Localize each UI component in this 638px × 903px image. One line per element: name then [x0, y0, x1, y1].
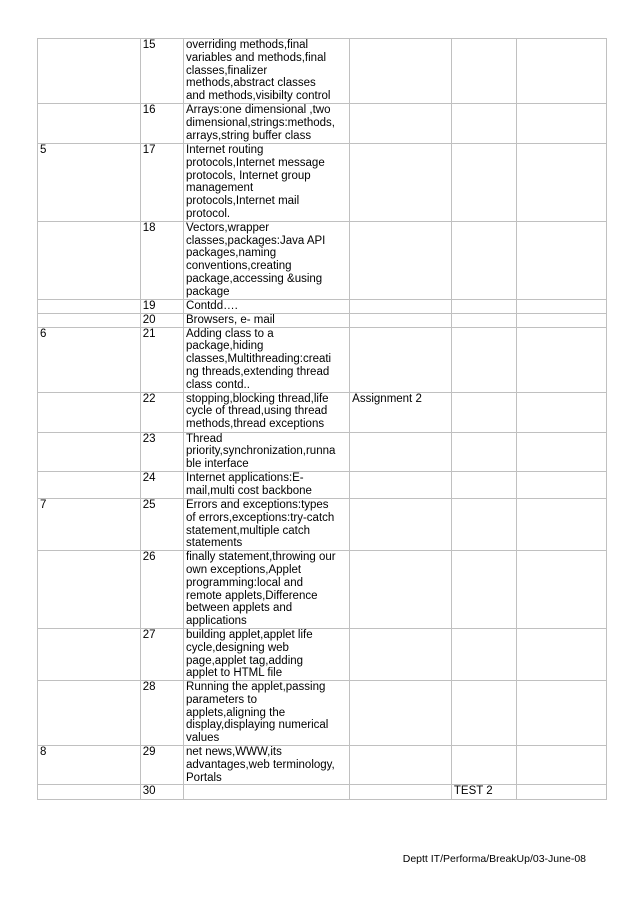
table-row: [38, 785, 607, 800]
remarks-cell: [517, 746, 607, 785]
assignment-cell: [350, 628, 452, 680]
table-row: [38, 327, 607, 392]
test-cell: [451, 746, 516, 785]
remarks-cell: [517, 785, 607, 800]
topic-cell: Internet applications:E- mail,multi cost backbone: [184, 471, 350, 498]
table-row: [38, 498, 607, 550]
table-row: [38, 313, 607, 327]
topic-cell: Thread priority,synchronization,runna ble interface: [184, 432, 350, 471]
remarks-cell: [517, 432, 607, 471]
test-cell: [451, 471, 516, 498]
week-cell: [38, 299, 141, 313]
week-cell: [38, 785, 141, 800]
week-cell: [38, 432, 141, 471]
remarks-cell: [517, 39, 607, 104]
assignment-cell: [350, 471, 452, 498]
assignment-cell: [350, 746, 452, 785]
table-row: [38, 299, 607, 313]
test-cell: [451, 104, 516, 144]
assignment-cell: [350, 551, 452, 629]
lesson-plan-body: [38, 39, 607, 800]
assignment-cell: [350, 299, 452, 313]
week-cell: 7: [38, 498, 141, 550]
table-row: [38, 432, 607, 471]
topic-cell: Errors and exceptions:types of errors,exceptions:try-catch statement,multiple catch statements: [184, 498, 350, 550]
topic-cell: Contdd….: [184, 299, 350, 313]
test-cell: [451, 498, 516, 550]
test-cell: [451, 221, 516, 299]
topic-cell: building applet,applet life cycle,designing web page,applet tag,adding applet to HTML file: [184, 628, 350, 680]
lecture-number-cell: 26: [140, 551, 183, 629]
week-cell: [38, 628, 141, 680]
lecture-number-cell: 17: [140, 144, 183, 222]
assignment-cell: [350, 144, 452, 222]
assignment-cell: [350, 498, 452, 550]
table-row: [38, 746, 607, 785]
lecture-number-cell: 15: [140, 39, 183, 104]
lecture-number-cell: 19: [140, 299, 183, 313]
week-cell: [38, 104, 141, 144]
test-cell: [451, 628, 516, 680]
lecture-number-cell: 21: [140, 327, 183, 392]
lecture-number-cell: 16: [140, 104, 183, 144]
topic-cell: Browsers, e- mail: [184, 313, 350, 327]
test-cell: [451, 392, 516, 432]
test-cell: [451, 681, 516, 746]
lecture-number-cell: 20: [140, 313, 183, 327]
week-cell: 5: [38, 144, 141, 222]
week-cell: [38, 471, 141, 498]
table-row: [38, 221, 607, 299]
lecture-number-cell: 22: [140, 392, 183, 432]
test-cell: [451, 327, 516, 392]
lecture-number-cell: 29: [140, 746, 183, 785]
topic-cell: Arrays:one dimensional ,two dimensional,strings:methods, arrays,string buffer class: [184, 104, 350, 144]
week-cell: [38, 681, 141, 746]
lecture-number-cell: 23: [140, 432, 183, 471]
assignment-cell: [350, 681, 452, 746]
topic-cell: overriding methods,final variables and methods,final classes,finalizer methods,abstract classes and methods,visibilty control: [184, 39, 350, 104]
topic-cell: finally statement,throwing our own exceptions,Applet programming:local and remote applets,Difference between applets and applications: [184, 551, 350, 629]
remarks-cell: [517, 471, 607, 498]
assignment-cell: [350, 39, 452, 104]
remarks-cell: [517, 299, 607, 313]
week-cell: [38, 551, 141, 629]
test-cell: TEST 2: [451, 785, 516, 800]
remarks-cell: [517, 144, 607, 222]
remarks-cell: [517, 327, 607, 392]
assignment-cell: [350, 432, 452, 471]
assignment-cell: Assignment 2: [350, 392, 452, 432]
lecture-number-cell: 18: [140, 221, 183, 299]
footer-reference: Deptt IT/Performa/BreakUp/03-June-08: [402, 853, 586, 865]
topic-cell: Running the applet,passing parameters to applets,aligning the display,displaying numerical values: [184, 681, 350, 746]
topic-cell: Vectors,wrapper classes,packages:Java API packages,naming conventions,creating package,accessing &using package: [184, 221, 350, 299]
table-row: [38, 681, 607, 746]
remarks-cell: [517, 313, 607, 327]
week-cell: [38, 39, 141, 104]
lecture-number-cell: 27: [140, 628, 183, 680]
lecture-number-cell: 25: [140, 498, 183, 550]
test-cell: [451, 313, 516, 327]
topic-cell: Adding class to a package,hiding classes,Multithreading:creati ng threads,extending thread class contd..: [184, 327, 350, 392]
remarks-cell: [517, 681, 607, 746]
test-cell: [451, 39, 516, 104]
table-row: [38, 628, 607, 680]
remarks-cell: [517, 498, 607, 550]
table-row: [38, 104, 607, 144]
topic-cell: Internet routing protocols,Internet message protocols, Internet group management protocols,Internet mail protocol.: [184, 144, 350, 222]
topic-cell: [184, 785, 350, 800]
week-cell: 8: [38, 746, 141, 785]
test-cell: [451, 299, 516, 313]
week-cell: [38, 392, 141, 432]
week-cell: [38, 221, 141, 299]
table-row: [38, 39, 607, 104]
assignment-cell: [350, 785, 452, 800]
week-cell: [38, 313, 141, 327]
lesson-plan-table: [37, 38, 607, 800]
table-row: [38, 392, 607, 432]
test-cell: [451, 551, 516, 629]
lecture-number-cell: 24: [140, 471, 183, 498]
topic-cell: net news,WWW,its advantages,web terminology, Portals: [184, 746, 350, 785]
assignment-cell: [350, 221, 452, 299]
test-cell: [451, 432, 516, 471]
remarks-cell: [517, 551, 607, 629]
table-row: [38, 471, 607, 498]
lecture-number-cell: 30: [140, 785, 183, 800]
assignment-cell: [350, 327, 452, 392]
remarks-cell: [517, 628, 607, 680]
week-cell: 6: [38, 327, 141, 392]
table-row: [38, 144, 607, 222]
remarks-cell: [517, 221, 607, 299]
topic-cell: stopping,blocking thread,life cycle of thread,using thread methods,thread exceptions: [184, 392, 350, 432]
table-row: [38, 551, 607, 629]
assignment-cell: [350, 313, 452, 327]
remarks-cell: [517, 392, 607, 432]
remarks-cell: [517, 104, 607, 144]
assignment-cell: [350, 104, 452, 144]
lecture-number-cell: 28: [140, 681, 183, 746]
test-cell: [451, 144, 516, 222]
